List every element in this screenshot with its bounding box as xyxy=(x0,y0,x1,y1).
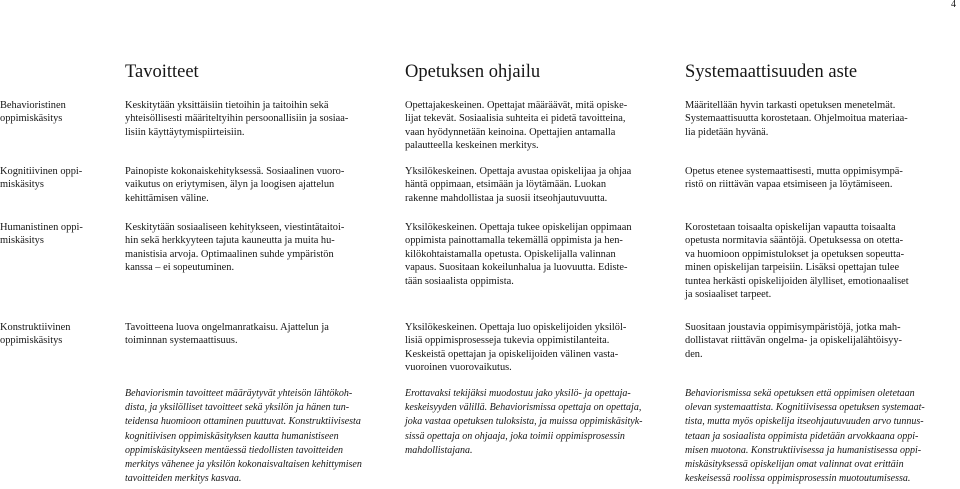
table-row-cognitive xyxy=(0,165,960,204)
row-label: Behavioristinen oppimiskäsitys xyxy=(0,100,66,125)
row-label: Kognitiivinen oppi- miskäsitys xyxy=(0,166,83,191)
cell-systematicity: Opetus etenee systemaattisesti, mutta oppimisympä- ristö on riittävän vapaa etsimiseen ja löytämiseen. xyxy=(685,166,903,191)
table-row-behaviorist xyxy=(0,99,960,152)
cell-systematicity: Määritellään hyvin tarkasti opetuksen menetelmät. Systemaattisuutta korostetaan. Ohjelmoitua materiaa- lia pidetään hyvänä. xyxy=(685,100,908,138)
cell-goals: Tavoitteena luova ongelmanratkaisu. Ajattelun ja toiminnan systemaattisuus. xyxy=(125,322,329,347)
note-systematicity: Behaviorismissa sekä opetuksen että oppimisen oletetaan olevan systemaattista. Kognitiivisessa opetuksen systemaat- tista, mutta myös opiskelija itseohjautuvuuden arvo tunnus- tetaan ja sosiaalista oppimista pidetään arvokkaana oppi- misen muotona. Konstruktiivisessa ja humanistisessa oppi- miskäsityksessä opiskelijan omat valinnat ovat erittäin keskeisessä roolissa oppimisprosessin muotoutumisessa. xyxy=(685,388,925,485)
row-label: Humanistinen oppi- miskäsitys xyxy=(0,222,83,247)
cell-goals: Keskitytään yksittäisiin tietoihin ja taitoihin sekä yhteisöllisesti määriteltyihin persoonallisiin ja sosiaa- lisiin käyttäytymispiirteisiin. xyxy=(125,100,349,138)
cell-systematicity: Korostetaan toisaalta opiskelijan vapautta toisaalta opetusta normitavia sääntöjä. Opetuksessa on otetta- va huomioon oppimistulokset ja opetuksen sopeutta- minen opiskelijan tarpeisiin. Lisäksi opettajan tulee tuntea herkästi opiskelijoiden älylliset, emotionaaliset ja sosiaaliset tarpeet. xyxy=(685,222,909,301)
cell-guidance: Yksilökeskeinen. Opettaja tukee opiskelijan oppimaan oppimista painottamalla tekemällä oppimista ja hen- kilökohtaistamalla opetusta. Opiskelijalla valinnan vapaus. Suositaan kokeilunhalua ja luovuutta. Ediste- tään sosiaalista oppimista. xyxy=(405,222,632,287)
cell-guidance: Opettajakeskeinen. Opettajat määräävät, mitä opiske- lijat tekevät. Sosiaalisia suhteita ei pidetä tavoitteina, vaan hyödynnetään keinoina. Opettajien antamalla palautteella keskeinen merkitys. xyxy=(405,100,628,152)
column-header-systematicity: Systemaattisuuden aste xyxy=(685,62,858,82)
column-header-guidance: Opetuksen ohjailu xyxy=(405,62,541,82)
note-guidance: Erottavaksi tekijäksi muodostuu jako yksilö- ja opettaja- keskeisyyden välillä. Behaviorismissa opettaja on opettaja, joka vastaa opetuksen tuloksista, ja muissa oppimiskäsityk- sissä opettaja on ohjaaja, joka toimii oppimisprosessin mahdollistajana. xyxy=(405,388,643,456)
note-goals: Behaviorismin tavoitteet määräytyvät yhteisön lähtökoh- dista, ja yksilölliset tavoitteet sekä yksilön ja hänen tun- teidensa huomioon ottaminen puuttuvat. Konstruktiivisesta kognitiivisen oppimiskäsityksen kautta humanistiseen oppimiskäsitykseen mentäessä tiedollisten tavoitteiden merkitys vähenee ja yksilön kokonaisvaltaisen kehittymisen tavoitteiden merkitys kasvaa. xyxy=(125,388,362,485)
summary-notes-row xyxy=(0,387,960,485)
page-number: 4 xyxy=(951,0,956,10)
cell-goals: Painopiste kokonaiskehityksessä. Sosiaalinen vuoro- vaikutus on eriytymisen, älyn ja loogisen ajattelun kehittämisen väline. xyxy=(125,166,345,204)
column-header-goals: Tavoitteet xyxy=(125,62,199,82)
row-label: Konstruktiivinen oppimiskäsitys xyxy=(0,322,71,347)
cell-guidance: Yksilökeskeinen. Opettaja luo opiskelijoiden yksilöl- lisiä oppimisprosesseja tukevia oppimistilanteita. Keskeistä opettajan ja opiskelijoiden välinen vasta- vuoroinen vuorovaikutus. xyxy=(405,322,627,374)
cell-systematicity: Suositaan joustavia oppimisympäristöjä, jotka mah- dollistavat riittävän ongelma- ja opiskelijalähtöisyy- den. xyxy=(685,322,902,360)
cell-guidance: Yksilökeskeinen. Opettaja avustaa opiskelijaa ja ohjaa häntä oppimaan, etsimään ja löytämään. Luokan rakenne mahdollistaa ja suosii itseohjautuvuutta. xyxy=(405,166,632,204)
cell-goals: Keskitytään sosiaaliseen kehitykseen, viestintätaitoi- hin sekä herkkyyteen tajuta kauneutta ja muita hu- manistisia arvoja. Optimaalinen suhde ympäristön kanssa – ei sopeutuminen. xyxy=(125,222,345,274)
table-row-humanist xyxy=(0,221,960,301)
table-row-constructivist xyxy=(0,321,960,374)
